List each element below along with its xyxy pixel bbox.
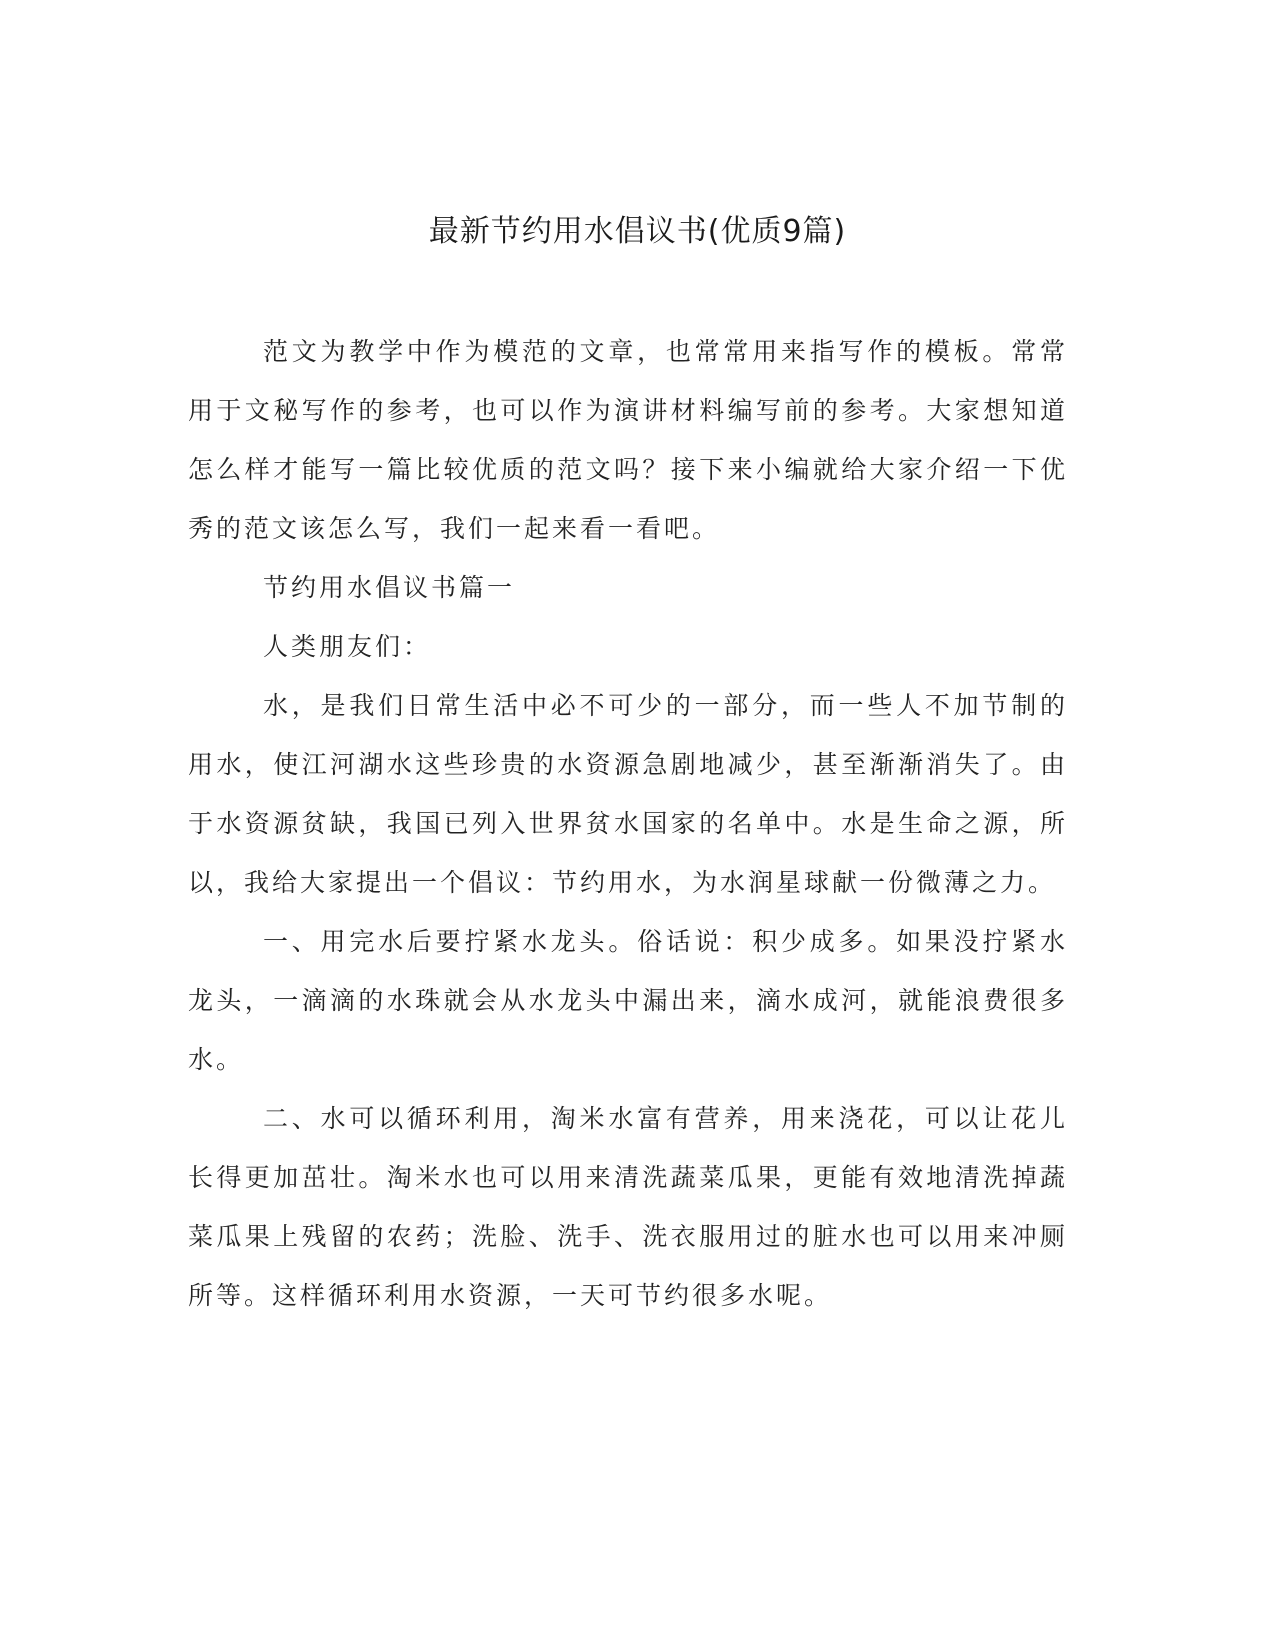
- salutation: 人类朋友们：: [263, 632, 432, 661]
- document-body: [188, 322, 1068, 1325]
- body-paragraph: 二、水可以循环利用，淘米水富有营养，用来浇花，可以让花儿长得更加茁壮。淘米水也可以用来清洗蔬菜瓜果，更能有效地清洗掉蔬菜瓜果上残留的农药；洗脸、洗手、洗衣服用过的脏水也可以用来冲厕所等。这样循环利用水资源，一天可节约很多水呢。: [188, 1104, 1068, 1310]
- body-paragraph: 水，是我们日常生活中必不可少的一部分，而一些人不加节制的用水，使江河湖水这些珍贵的水资源急剧地减少，甚至渐渐消失了。由于水资源贫缺，我国已列入世界贫水国家的名单中。水是生命之源，所以，我给大家提出一个倡议：节约用水，为水润星球献一份微薄之力。: [188, 691, 1068, 897]
- document-title: 最新节约用水倡议书(优质9篇): [428, 214, 847, 249]
- section-heading: 节约用水倡议书篇一: [263, 573, 516, 602]
- intro-paragraph: 范文为教学中作为模范的文章，也常常用来指写作的模板。常常用于文秘写作的参考，也可以作为演讲材料编写前的参考。大家想知道怎么样才能写一篇比较优质的范文吗？接下来小编就给大家介绍一下优秀的范文该怎么写，我们一起来看一看吧。: [188, 337, 1068, 543]
- body-paragraph: 一、用完水后要拧紧水龙头。俗话说：积少成多。如果没拧紧水龙头，一滴滴的水珠就会从水龙头中漏出来，滴水成河，就能浪费很多水。: [188, 927, 1068, 1074]
